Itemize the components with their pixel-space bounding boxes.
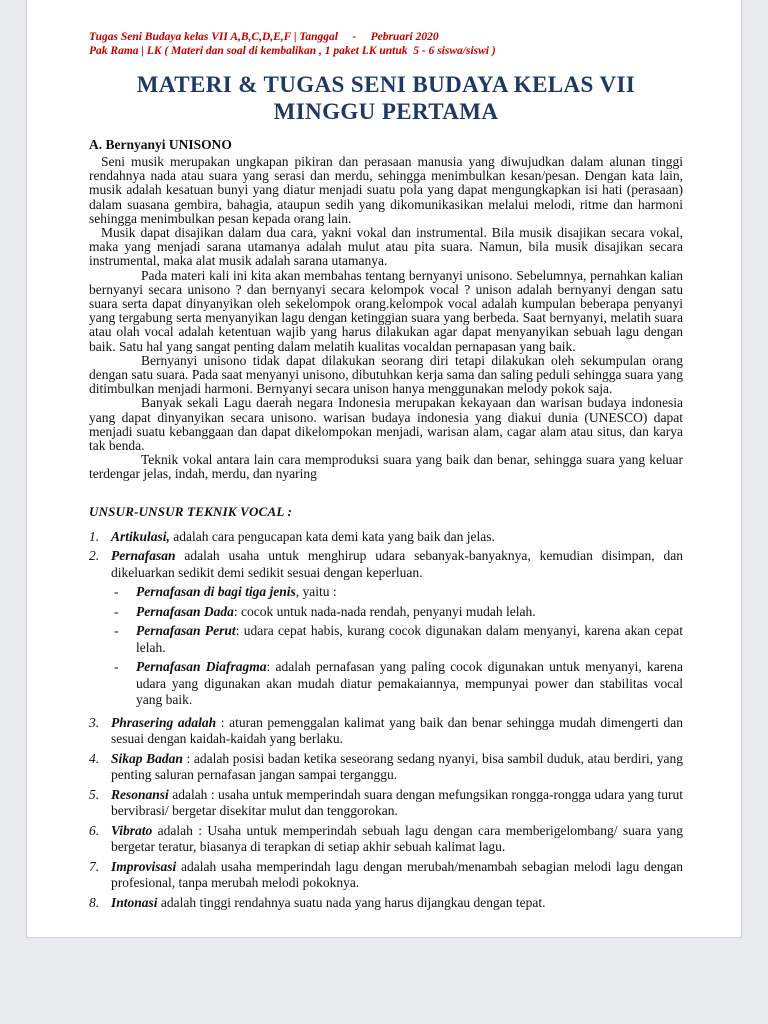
sub-item-text: [136, 659, 683, 709]
paragraph-1: Seni musik merupakan ungkapan pikiran dan perasaan manusia yang diwujudkan dalam alunan tinggi rendahnya nada atau suara yang serasi dan merdu, sehingga menimbulkan kesan/pesan. Dengan kata lain, musik adalah kesatuan bunyi yang diatur menjadi suatu pola yang dapat mengungkapkan isi hati (perasaan) dalam suasana gembira, bahagia, ataupun sedih yang dikomunikasikan melalui melodi, ritme dan harmoni sehingga menimbulkan pesan kepada orang lain.: [89, 154, 683, 226]
sub-item-rest: : cocok untuk nada-nada rendah, penyanyi mudah lelah.: [233, 603, 536, 619]
list-item-rest: adalah cara pengucapan kata demi kata yang baik dan jelas.: [169, 528, 495, 544]
list-item-resonansi: [89, 787, 683, 820]
header-line-2: [89, 44, 683, 58]
header-line-2-suffix: , 1 paket LK untuk 5 - 6 siswa/siswi ): [316, 45, 496, 57]
list-item-lead: Improvisasi: [111, 858, 177, 874]
doc-header: [89, 30, 683, 58]
sub-item-diafragma: [111, 659, 683, 709]
list-item-lead: Intonasi: [111, 894, 158, 910]
sub-item-rest: , yaitu :: [295, 584, 337, 600]
list-item-phrasering: [89, 715, 683, 748]
list-item-text: [111, 823, 683, 856]
list-number: 7.: [89, 858, 100, 874]
header-line-2-bold: Materi dan soal di kembalikan: [171, 45, 317, 57]
dash-bullet: -: [114, 659, 119, 675]
paragraph-5: Banyak sekali Lagu daerah negara Indonesia merupakan kekayaan dan warisan budaya indonesia yang dapat dinyanyikan secara unisono. warisan budaya indonesia yang diakui dunia (UNESCO) dapat menjadi suatu kebanggaan dan dapat dikelompokan menjadi, warisan alam, cagar alam atau situs, dan karya tak benda.: [89, 395, 683, 454]
vocal-techniques-heading: UNSUR-UNSUR TEKNIK VOCAL :: [89, 503, 292, 519]
list-item-rest: adalah : Usaha untuk memperindah sebuah lagu dengan cara memberigelombang/ suara yang bergetar teratur, biasanya di terapkan di setiap akhir sebuah kalimat lagu.: [111, 822, 683, 855]
list-number: 2.: [89, 548, 100, 564]
list-item-artikulasi: [89, 529, 683, 546]
list-item-rest: : aturan pemenggalan kalimat yang baik dan benar sehingga mudah dimengerti dan sesuai dengan kaidah-kaidah yang berlaku.: [111, 714, 683, 747]
doc-title-line-2: MINGGU PERTAMA: [273, 99, 499, 124]
paragraph-6: Teknik vokal antara lain cara memproduksi suara yang baik dan benar, sehingga suara yang keluar terdengar jelas, indah, merdu, dan nyaring: [89, 452, 683, 482]
list-item-lead: Sikap Badan: [111, 750, 183, 766]
list-item-lead: Resonansi: [111, 786, 169, 802]
list-item-lead: Pernafasan: [111, 548, 176, 564]
sub-item-dada: [111, 604, 683, 621]
list-item-text: [111, 859, 683, 892]
list-item-intonasi: [89, 895, 683, 912]
section-a-heading: A. Bernyanyi UNISONO: [89, 137, 232, 152]
sub-item-lead: Pernafasan Perut: [136, 623, 236, 639]
sub-item-text: [136, 623, 683, 656]
list-number: 6.: [89, 822, 100, 838]
list-item-rest: adalah tinggi rendahnya suatu nada yang harus dijangkau dengan tepat.: [157, 894, 546, 910]
list-item-text: [111, 787, 683, 820]
header-line-1: Tugas Seni Budaya kelas VII A,B,C,D,E,F | Tanggal - Pebruari 2020: [89, 31, 439, 43]
list-item-lead: Phrasering adalah: [111, 714, 217, 730]
list-item-lead: Artikulasi,: [111, 528, 170, 544]
list-item-pernafasan: [89, 548, 683, 712]
doc-title: [89, 71, 683, 125]
list-number: 8.: [89, 894, 100, 910]
paragraph-2: Musik dapat disajikan dalam dua cara, yakni vokal dan instrumental. Bila musik disajikan secara vokal, maka yang menjadi sarana utamanya adalah mulut atau pita suara. Namun, bila musik disajikan secara instrumental, maka alat musik adalah sarana utamanya.: [89, 225, 683, 269]
list-item-text: [111, 715, 683, 748]
sub-item-rest: : udara cepat habis, kurang cocok digunakan dalam menyanyi, karena akan cepat lelah.: [136, 623, 683, 655]
header-line-2-prefix: Pak Rama | LK (: [89, 45, 172, 57]
doc-title-line-1: MATERI & TUGAS SENI BUDAYA KELAS VII: [136, 72, 636, 97]
sub-item-lead: Pernafasan di bagi tiga jenis: [136, 584, 296, 600]
sub-item-perut: [111, 623, 683, 656]
pernafasan-sublist: [111, 584, 683, 709]
list-item-vibrato: [89, 823, 683, 856]
list-item-rest: adalah : usaha untuk memperindah suara dengan mefungsikan rongga-rongga udara yang turut bervibrasi/ bergetar disekitar mulut dan tenggorokan.: [111, 786, 683, 819]
list-item-rest: adalah usaha untuk menghirup udara sebanyak-banyaknya, kemudian disimpan, dan dikeluarkan sedikit demi sedikit sesuai dengan keperluan.: [111, 548, 683, 580]
list-item-lead: Vibrato: [111, 822, 153, 838]
list-number: 4.: [89, 750, 100, 766]
document-page: [26, 0, 742, 938]
list-number: 1.: [89, 528, 100, 544]
paragraph-4: Bernyanyi unisono tidak dapat dilakukan seorang diri tetapi dilakukan oleh sekumpulan orang dengan satu suara. Pada saat menyanyi unisono, dibutuhkan kerja sama dan saling peduli sehingga suara yang ditimbulkan menjadi harmoni. Bernyanyi secara unison hanya menggunakan melody pokok saja.: [89, 352, 683, 397]
list-item-text: [111, 548, 683, 712]
list-item-improvisasi: [89, 859, 683, 892]
vocal-techniques-list: [89, 529, 683, 912]
list-item-text: [111, 895, 683, 912]
paragraph-3: Pada materi kali ini kita akan membahas tentang bernyanyi unisono. Sebelumnya, pernahkan kalian bernyanyi secara unisono ? dan bernyanyi secara kelompok vocal ? unison adalah bernyanyi dengan satu suara serta dapat dinyanyikan oleh sekelompok orang.kelompok vocal adalah kumpulan beberapa penyanyi yang tergabung serta menyanyikan lagu dengan ketinggian suara yang berbeda. Saat bernyanyi, melatih suara atau olah vocal adalah ketentuan wajib yang harus dilakukan agar dapat menyanyikan sebuah lagu dengan baik. Satu hal yang sangat penting dalam melatih kualitas vocaldan pernapasan yang baik.: [89, 267, 683, 354]
dash-bullet: -: [114, 603, 119, 619]
list-number: 5.: [89, 786, 100, 802]
list-number: 3.: [89, 714, 100, 730]
sub-item-jenis: [111, 584, 683, 601]
sub-item-rest: : adalah pernafasan yang paling cocok digunakan untuk menyanyi, karena udara yang digunakan akan mudah diatur pemakaiannya, mempunyai power dan stabilitas vocal yang baik.: [136, 659, 683, 708]
list-item-rest: : adalah posisi badan ketika seseorang sedang nyanyi, bisa sambil duduk, atau berdiri, yang penting saluran pernafasan jangan sampai terganggu.: [111, 750, 683, 783]
sub-item-lead: Pernafasan Dada: [136, 603, 234, 619]
dash-bullet: -: [114, 623, 119, 639]
list-item-rest: adalah usaha memperindah lagu dengan merubah/menambah sebagian melodi lagu dengan profesional, tanpa merubah melodi pokoknya.: [111, 858, 683, 891]
list-item-text: [111, 751, 683, 784]
list-item-sikap-badan: [89, 751, 683, 784]
sub-item-text: [136, 604, 683, 621]
list-item-text: [111, 529, 683, 546]
dash-bullet: -: [114, 584, 119, 600]
sub-item-text: [136, 584, 683, 601]
sub-item-lead: Pernafasan Diafragma: [136, 659, 267, 675]
